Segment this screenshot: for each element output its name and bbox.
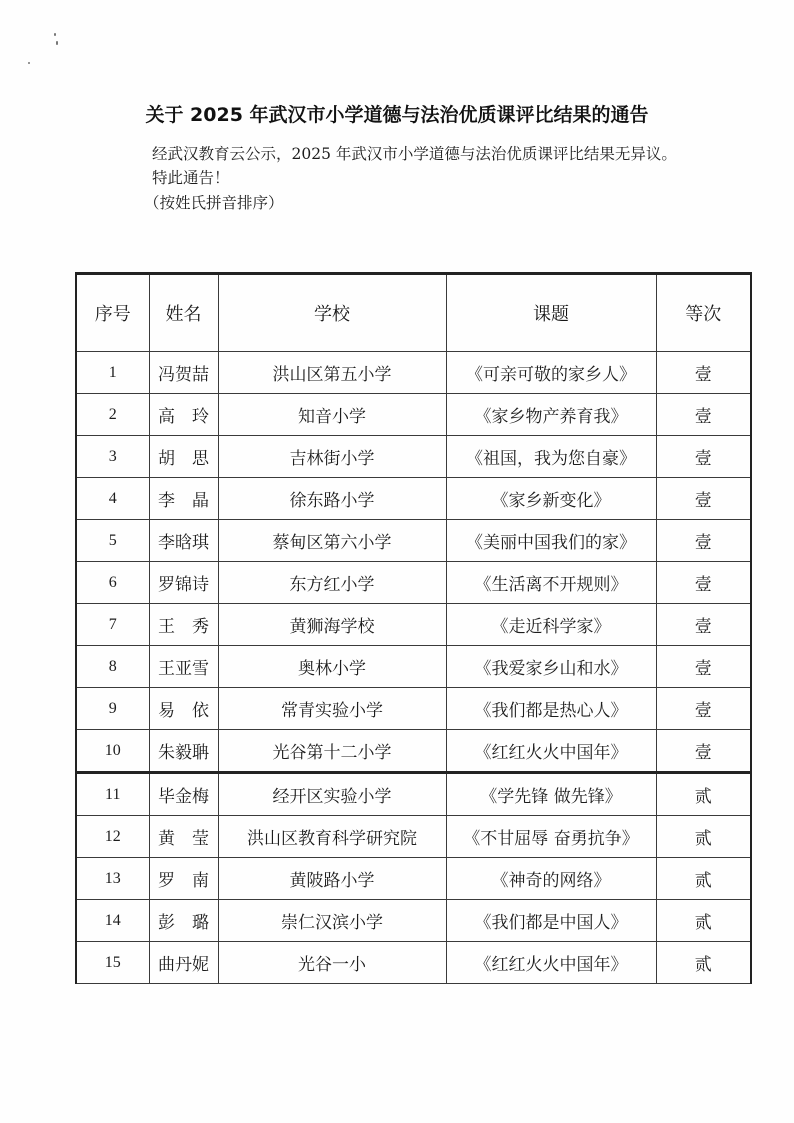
cell-grade: 壹 (656, 352, 751, 394)
cell-number: 7 (76, 604, 149, 646)
cell-grade: 壹 (656, 646, 751, 688)
cell-name: 彭 璐 (149, 900, 218, 942)
cell-grade: 壹 (656, 604, 751, 646)
cell-school: 崇仁汉滨小学 (218, 900, 446, 942)
table-header-row (76, 274, 751, 352)
cell-topic: 《美丽中国我们的家》 (446, 520, 656, 562)
cell-number: 9 (76, 688, 149, 730)
cell-grade: 贰 (656, 900, 751, 942)
table-row (76, 730, 751, 773)
table-row (76, 688, 751, 730)
cell-topic: 《神奇的网络》 (446, 858, 656, 900)
cell-topic: 《祖国，我为您自豪》 (446, 436, 656, 478)
table-row (76, 562, 751, 604)
cell-topic: 《红红火火中国年》 (446, 730, 656, 773)
table-row (76, 858, 751, 900)
header-number: 序号 (76, 274, 149, 352)
cell-topic: 《走近科学家》 (446, 604, 656, 646)
cell-grade: 壹 (656, 688, 751, 730)
cell-name: 黄 莹 (149, 816, 218, 858)
cell-name: 朱毅聃 (149, 730, 218, 773)
cell-topic: 《不甘屈辱 奋勇抗争》 (446, 816, 656, 858)
header-topic: 课题 (446, 274, 656, 352)
cell-grade: 壹 (656, 436, 751, 478)
cell-school: 东方红小学 (218, 562, 446, 604)
table-row (76, 773, 751, 816)
cell-topic: 《我们都是热心人》 (446, 688, 656, 730)
cell-school: 常青实验小学 (218, 688, 446, 730)
table-row (76, 478, 751, 520)
table-row (76, 604, 751, 646)
header-name: 姓名 (149, 274, 218, 352)
results-table (75, 272, 752, 984)
cell-grade: 壹 (656, 520, 751, 562)
cell-school: 经开区实验小学 (218, 773, 446, 816)
cell-topic: 《我爱家乡山和水》 (446, 646, 656, 688)
cell-number: 12 (76, 816, 149, 858)
cell-topic: 《家乡物产养育我》 (446, 394, 656, 436)
table-row (76, 520, 751, 562)
cell-name: 高 玲 (149, 394, 218, 436)
cell-school: 徐东路小学 (218, 478, 446, 520)
cell-topic: 《可亲可敬的家乡人》 (446, 352, 656, 394)
cell-number: 5 (76, 520, 149, 562)
cell-grade: 贰 (656, 816, 751, 858)
cell-number: 8 (76, 646, 149, 688)
table-row (76, 942, 751, 984)
cell-number: 1 (76, 352, 149, 394)
cell-name: 罗锦诗 (149, 562, 218, 604)
cell-number: 6 (76, 562, 149, 604)
table-row (76, 436, 751, 478)
cell-name: 李 晶 (149, 478, 218, 520)
notice-body-line-1: 经武汉教育云公示，2025 年武汉市小学道德与法治优质课评比结果无异议。 (152, 145, 677, 163)
cell-grade: 壹 (656, 730, 751, 773)
cell-name: 王亚雪 (149, 646, 218, 688)
cell-grade: 贰 (656, 858, 751, 900)
cell-number: 10 (76, 730, 149, 773)
scan-artifact-mark (54, 33, 56, 36)
cell-number: 2 (76, 394, 149, 436)
cell-name: 罗 南 (149, 858, 218, 900)
scan-artifact-mark (56, 41, 58, 45)
table-row (76, 900, 751, 942)
cell-school: 光谷一小 (218, 942, 446, 984)
header-grade: 等次 (656, 274, 751, 352)
cell-school: 奥林小学 (218, 646, 446, 688)
cell-school: 蔡甸区第六小学 (218, 520, 446, 562)
cell-grade: 贰 (656, 773, 751, 816)
cell-school: 知音小学 (218, 394, 446, 436)
cell-name: 易 依 (149, 688, 218, 730)
table-row (76, 816, 751, 858)
cell-number: 11 (76, 773, 149, 816)
cell-grade: 壹 (656, 478, 751, 520)
cell-topic: 《家乡新变化》 (446, 478, 656, 520)
cell-number: 13 (76, 858, 149, 900)
scan-artifact-mark (28, 62, 30, 64)
cell-name: 王 秀 (149, 604, 218, 646)
cell-school: 黄狮海学校 (218, 604, 446, 646)
cell-topic: 《我们都是中国人》 (446, 900, 656, 942)
table-row (76, 394, 751, 436)
notice-body-line-2: 特此通告！ (152, 169, 230, 187)
cell-number: 14 (76, 900, 149, 942)
cell-grade: 贰 (656, 942, 751, 984)
cell-topic: 《红红火火中国年》 (446, 942, 656, 984)
cell-number: 3 (76, 436, 149, 478)
cell-grade: 壹 (656, 394, 751, 436)
cell-topic: 《学先锋 做先锋》 (446, 773, 656, 816)
table-row (76, 352, 751, 394)
cell-number: 15 (76, 942, 149, 984)
cell-school: 黄陂路小学 (218, 858, 446, 900)
notice-title: 关于 2025 年武汉市小学道德与法治优质课评比结果的通告 (145, 104, 649, 126)
cell-school: 洪山区第五小学 (218, 352, 446, 394)
cell-school: 吉林街小学 (218, 436, 446, 478)
cell-name: 曲丹妮 (149, 942, 218, 984)
cell-name: 冯贺喆 (149, 352, 218, 394)
cell-school: 光谷第十二小学 (218, 730, 446, 773)
cell-grade: 壹 (656, 562, 751, 604)
cell-name: 胡 思 (149, 436, 218, 478)
header-school: 学校 (218, 274, 446, 352)
cell-name: 李晗琪 (149, 520, 218, 562)
cell-school: 洪山区教育科学研究院 (218, 816, 446, 858)
cell-name: 毕金梅 (149, 773, 218, 816)
cell-topic: 《生活离不开规则》 (446, 562, 656, 604)
table-row (76, 646, 751, 688)
cell-number: 4 (76, 478, 149, 520)
sorting-note: （按姓氏拼音排序） (144, 194, 284, 212)
